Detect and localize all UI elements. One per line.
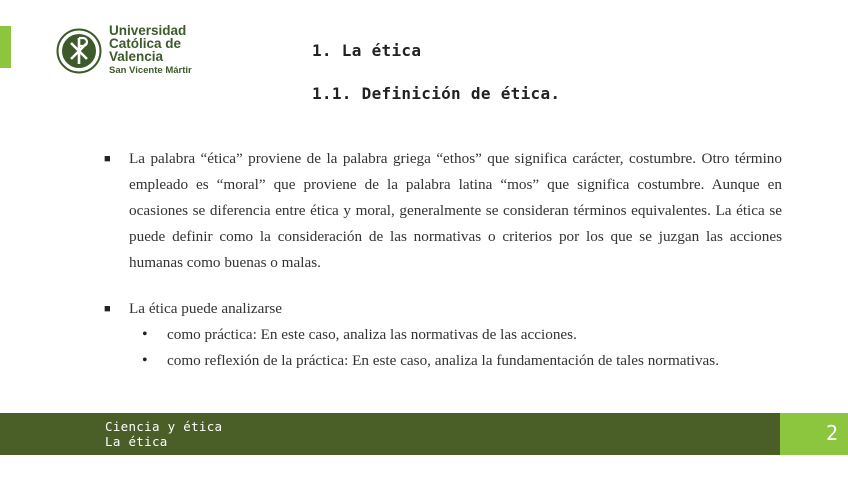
sub-bullet-item (142, 348, 782, 374)
dot-bullet-icon: • (142, 326, 148, 343)
bullet-item-definition (104, 146, 782, 276)
university-emblem-icon (56, 28, 102, 74)
logo-text (109, 24, 192, 77)
bullet-text: La ética puede analizarse (129, 300, 283, 317)
bullet-item-analysis (104, 296, 782, 322)
sub-bullet-text: como práctica: En este caso, analiza las normativas de las acciones. (167, 326, 577, 343)
dot-bullet-icon: • (142, 352, 148, 369)
logo-line-4: San Vicente Mártir (109, 65, 192, 76)
page-number-box (780, 413, 848, 455)
footer-text (105, 420, 222, 449)
left-accent-bar (0, 26, 11, 68)
square-bullet-icon: ■ (104, 303, 111, 315)
logo-line-2: Católica de (109, 36, 182, 51)
university-logo (56, 24, 192, 77)
sub-bullet-item (142, 322, 782, 348)
slide-content (104, 146, 782, 374)
logo-line-3: Valencia (109, 49, 164, 64)
slide-title: 1. La ética (312, 41, 422, 60)
square-bullet-icon: ■ (104, 153, 111, 165)
footer-section: La ética (105, 433, 168, 449)
slide-subtitle: 1.1. Definición de ética. (312, 84, 561, 103)
footer-bar (0, 413, 780, 455)
sub-bullet-text: como reflexión de la práctica: En este caso, analiza la fundamentación de tales normativas. (167, 352, 719, 369)
logo-line-1: Universidad (109, 23, 187, 38)
footer-course: Ciencia y ética (105, 419, 223, 434)
page-number: 2 (825, 421, 838, 445)
bullet-text: La palabra “ética” proviene de la palabra griega “ethos” que significa carácter, costumbre. Otro término empleado es “moral” que proviene de la palabra latina “mos” que significa costumbre. Aunque en ocasiones se diferencia entre ética y moral, generalmente se consideran términos equivalentes. La ética se puede definir como la consideración de las normativas o criterios por los que se juzgan las acciones humanas como buenas o malas. (129, 150, 782, 271)
